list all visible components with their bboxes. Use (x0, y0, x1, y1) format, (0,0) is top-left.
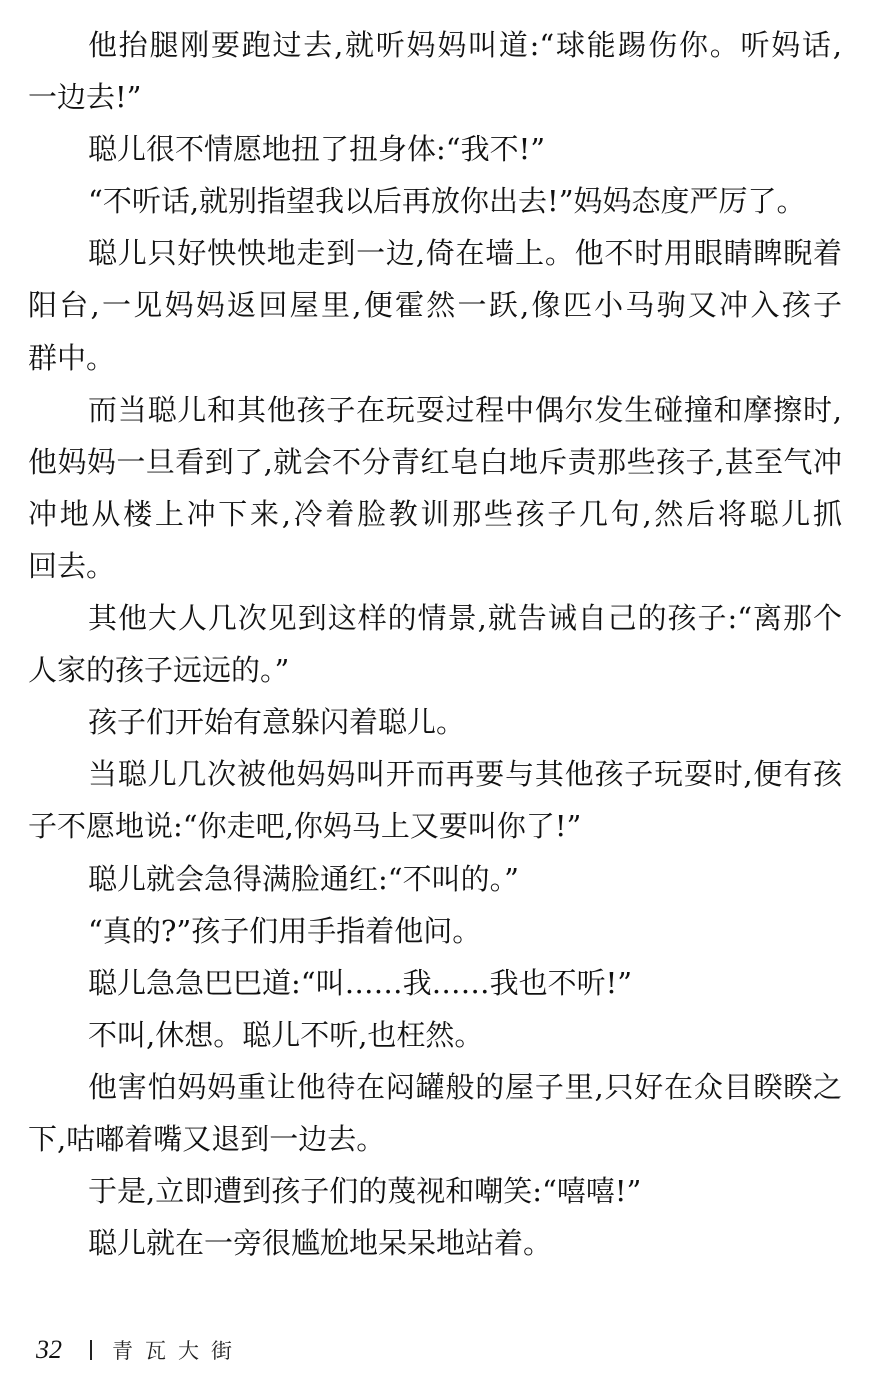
paragraph (28, 19, 842, 123)
paragraph (28, 592, 842, 696)
paragraph (28, 123, 842, 175)
page-footer (36, 1330, 244, 1370)
text-line: 他害怕妈妈重让他待在闷罐般的屋子里,只好在众目睽睽之 (88, 1069, 842, 1104)
text-line: 下,咕嘟着嘴又退到一边去。 (28, 1121, 386, 1156)
page-number: 32 (36, 1335, 62, 1364)
text-line: 孩子们开始有意躲闪着聪儿。 (88, 705, 466, 740)
paragraph (28, 1009, 842, 1061)
text-line: 群中。 (28, 340, 116, 375)
paragraph (28, 905, 842, 957)
paragraph (28, 696, 842, 748)
paragraph (28, 227, 842, 383)
text-line: 其他大人几次见到这样的情景,就告诫自己的孩子:“离那个 (88, 601, 842, 636)
book-title: 青瓦大街 (112, 1339, 244, 1363)
paragraph (28, 957, 842, 1009)
paragraph (28, 1217, 842, 1269)
text-line: 不叫,休想。聪儿不听,也枉然。 (88, 1017, 484, 1052)
paragraph (28, 384, 842, 592)
paragraph (28, 1165, 842, 1217)
text-line: 而当聪儿和其他孩子在玩耍过程中偶尔发生碰撞和摩擦时, (88, 392, 842, 427)
paragraph (28, 853, 842, 905)
text-line: 他抬腿刚要跑过去,就听妈妈叫道:“球能踢伤你。听妈话, (88, 28, 842, 62)
text-line: 子不愿地说:“你走吧,你妈马上又要叫你了!” (28, 809, 582, 844)
footer-divider (90, 1340, 92, 1360)
text-line: 冲地从楼上冲下来,冷着脸教训那些孩子几句,然后将聪儿抓 (28, 496, 842, 531)
text-line: 人家的孩子远远的。” (28, 653, 290, 688)
text-line: “不听话,就别指望我以后再放你出去!”妈妈态度严厉了。 (88, 184, 806, 219)
text-line: 阳台,一见妈妈返回屋里,便霍然一跃,像匹小马驹又冲入孩子 (28, 288, 842, 323)
text-line: “真的?”孩子们用手指着他问。 (88, 913, 482, 948)
text-line: 聪儿就在一旁很尴尬地呆呆地站着。 (88, 1226, 553, 1261)
paragraph (28, 748, 842, 852)
body-text (28, 19, 842, 1269)
paragraph (28, 175, 842, 227)
text-line: 聪儿就会急得满脸通红:“不叫的。” (88, 861, 519, 896)
text-line: 聪儿很不情愿地扭了扭身体:“我不!” (88, 132, 546, 167)
text-line: 聪儿只好怏怏地走到一边,倚在墙上。他不时用眼睛睥睨着 (88, 236, 842, 271)
text-line: 一边去!” (28, 80, 142, 115)
text-line: 于是,立即遭到孩子们的蔑视和嘲笑:“嘻嘻!” (88, 1174, 642, 1209)
text-line: 当聪儿几次被他妈妈叫开而再要与其他孩子玩耍时,便有孩 (88, 757, 842, 792)
paragraph (28, 1061, 842, 1165)
text-line: 他妈妈一旦看到了,就会不分青红皂白地斥责那些孩子,甚至气冲 (28, 444, 842, 479)
text-line: 聪儿急急巴巴道:“叫……我……我也不听!” (88, 965, 633, 1000)
text-line: 回去。 (28, 548, 116, 583)
